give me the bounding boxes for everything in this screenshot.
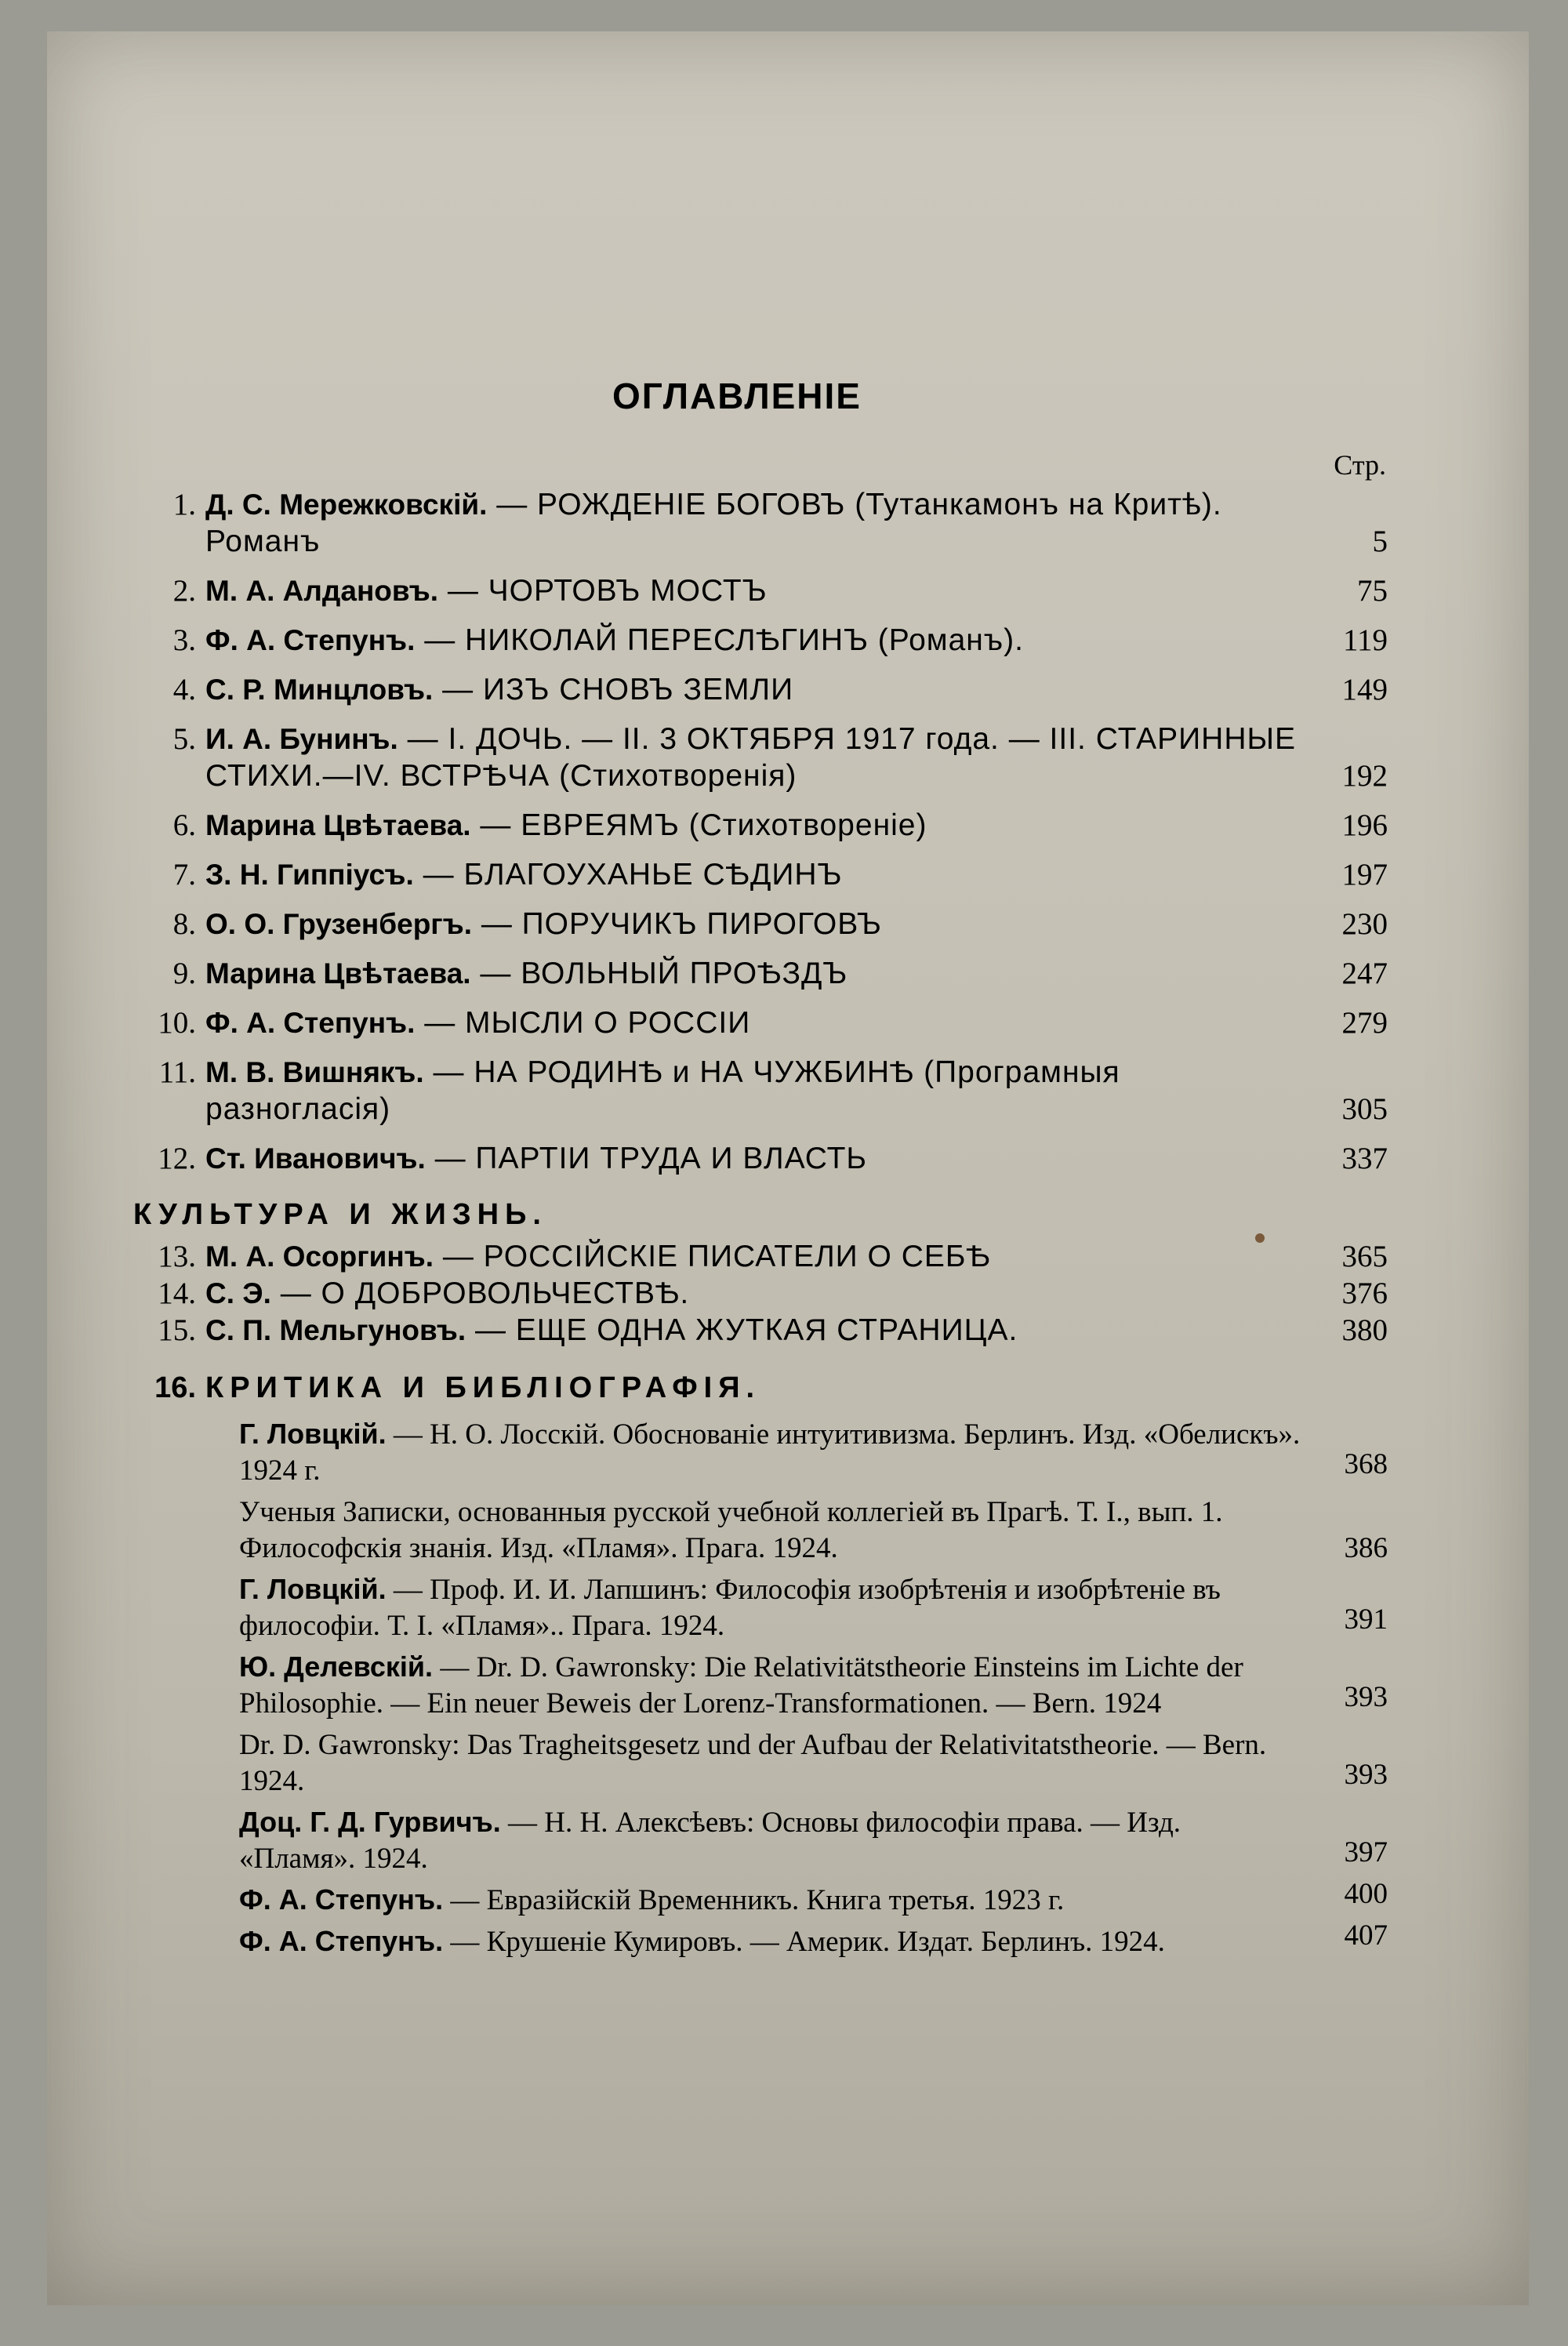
entry-page: 192 [1341,759,1388,793]
entry-title: — НА РОДИНѢ и НА ЧУЖБИНѢ (Програмныя разногласія) [205,1055,1120,1126]
entry-title: — Dr. D. Gawronsky: Die Relativitätstheorie Einsteins im Lichte der Philosophie. — Ein neuer Beweis der Lorenz-Transformationen. — Bern. 1924 [239,1651,1243,1720]
entry-page: 149 [1341,673,1388,706]
entry-title: — ПОРУЧИКЪ ПИРОГОВЪ [471,907,882,941]
critique-entry [133,1727,1388,1799]
page-column-header: Стр. [1334,449,1386,481]
entry-page: 119 [1342,623,1388,657]
toc-entry-9: 9. Марина Цвѣтаева. — ВОЛЬНЫЙ ПРОѢЗДЪ 247 [172,957,1388,990]
toc-entry-4: 4. С. Р. Минцловъ. — ИЗЪ СНОВЪ ЗЕМЛИ 149 [172,673,1388,706]
entry-page: 376 [1341,1276,1388,1310]
critique-entry [133,1416,1388,1489]
entry-title: — Проф. И. И. Лапшинъ: Философія изобрѣтенія и изобрѣтеніе въ философіи. Т. I. «Пламя».. Прага. 1924. [239,1574,1221,1642]
critique-entry [133,1494,1388,1567]
entry-author: И. А. Бунинъ. [205,723,398,755]
entry-author: Ф. А. Степунъ. [205,624,416,656]
critique-entry [133,1919,1388,1960]
toc-entry-5: 5. И. А. Бунинъ. — I. ДОЧЬ. — II. 3 ОКТЯБРЯ 1917 года. — III. СТАРИННЫЕ СТИХИ.—IV. ВСТРѢЧА (Стихотворенія) 192 [172,722,1388,793]
entry-title: — РОЖДЕНІЕ БОГОВЪ (Тутанкамонъ на Критѣ). Романъ [205,488,1222,558]
entry-page: 393 [1344,1681,1388,1713]
critique-entry [133,1571,1388,1644]
entry-title: — ВОЛЬНЫЙ ПРОѢЗДЪ [470,957,848,990]
entry-author: Г. Ловцкій. [239,1573,387,1605]
critique-entry [133,1804,1388,1877]
entry-title: — Н. Н. Алексѣевъ: Основы философіи права. — Изд. «Пламя». 1924. [239,1807,1181,1875]
entry-title: — МЫСЛИ О РОССІИ [415,1006,751,1040]
entry-title: Dr. D. Gawronsky: Das Tragheitsgesetz und der Aufbau der Relativitatstheorie. — Bern. 1924. [239,1729,1267,1797]
toc-entry-2: 2. М. А. Алдановъ. — ЧОРТОВЪ МОСТЪ 75 [172,574,1388,608]
entry-title: — РОССІЙСКІЕ ПИСАТЕЛИ О СЕБѢ [433,1240,991,1273]
entry-title: — БЛАГОУХАНЬЕ СѢДИНЪ [413,858,843,892]
toc-entry-15: 15. С. П. Мельгуновъ. — ЕЩЕ ОДНА ЖУТКАЯ СТРАНИЦА. 380 [158,1313,1388,1347]
toc-entry-10: 10. Ф. А. Степунъ. — МЫСЛИ О РОССІИ 279 [158,1006,1388,1040]
entry-title: — НИКОЛАЙ ПЕРЕСЛѢГИНЪ (Романъ). [415,623,1024,657]
entry-page: 365 [1341,1240,1388,1273]
entry-page: 279 [1341,1006,1388,1040]
entry-title: — I. ДОЧЬ. — II. 3 ОКТЯБРЯ 1917 года. — III. СТАРИННЫЕ СТИХИ.—IV. ВСТРѢЧА (Стихотворенія) [205,722,1297,793]
entry-page: 305 [1341,1092,1388,1126]
entry-page: 196 [1341,808,1388,842]
toc-entry-12: 12. Ст. Ивановичъ. — ПАРТІИ ТРУДА И ВЛАСТЬ 337 [158,1142,1388,1175]
entry-author: Ф. А. Степунъ. [239,1925,444,1957]
toc-entry-7: 7. З. Н. Гиппіусъ. — БЛАГОУХАНЬЕ СѢДИНЪ 197 [172,858,1388,892]
entry-author: С. П. Мельгуновъ. [205,1314,466,1346]
entry-title: — ЕВРЕЯМЪ (Стихотвореніе) [470,808,927,842]
toc-entry-13: 13. М. А. Осоргинъ. — РОССІЙСКІЕ ПИСАТЕЛИ О СЕБѢ 365 [158,1240,1388,1273]
critique-entry [133,1878,1388,1919]
toc-entry-1: 1. Д. С. Мережковскій. — РОЖДЕНІЕ БОГОВЪ (Тутанкамонъ на Критѣ). Романъ 5 [172,488,1388,558]
entry-page: 197 [1341,858,1388,892]
entry-page: 247 [1341,957,1388,990]
entry-page: 400 [1344,1878,1388,1910]
entry-page: 386 [1344,1532,1388,1564]
toc-entry-14: 14. С. Э. — О ДОБРОВОЛЬЧЕСТВѢ. 376 [158,1276,1388,1310]
toc-entry-3: 3. Ф. А. Степунъ. — НИКОЛАЙ ПЕРЕСЛѢГИНЪ (Романъ). 119 [172,623,1388,657]
entry-page: 75 [1357,574,1388,608]
entry-title: — ИЗЪ СНОВЪ ЗЕМЛИ [433,673,794,706]
entry-page: 337 [1341,1142,1388,1175]
entry-page: 5 [1372,525,1388,558]
entry-author: О. О. Грузенбергъ. [205,908,472,940]
entry-author: Ст. Ивановичъ. [205,1142,426,1175]
section-heading-culture: КУЛЬТУРА И ЖИЗНЬ. [133,1198,547,1231]
entry-author: Г. Ловцкій. [239,1418,387,1450]
entry-title: — О ДОБРОВОЛЬЧЕСТВѢ. [270,1276,690,1310]
entry-author: Ю. Делевскій. [239,1651,434,1683]
entry-page: 407 [1344,1919,1388,1952]
critique-entry [133,1649,1388,1722]
entry-title: — ЧОРТОВЪ МОСТЪ [437,574,768,608]
entry-author: Доц. Г. Д. Гурвичъ. [239,1806,501,1838]
entry-page: 393 [1344,1759,1388,1791]
entry-author: Марина Цвѣтаева. [205,809,471,841]
toc-entry-11: 11. М. В. Вишнякъ. — НА РОДИНѢ и НА ЧУЖБИНѢ (Програмныя разногласія) 305 [158,1055,1388,1126]
entry-title: — Н. О. Лосскій. Обоснованіе интуитивизма. Берлинъ. Изд. «Обелискъ». 1924 г. [239,1418,1301,1487]
entry-title: — ЕЩЕ ОДНА ЖУТКАЯ СТРАНИЦА. [466,1313,1018,1347]
entry-page: 230 [1341,907,1388,941]
page-title: ОГЛАВЛЕНІЕ [612,376,862,416]
entry-page: 380 [1341,1313,1388,1347]
entry-page: 368 [1344,1448,1388,1480]
entry-author: С. Э. [205,1277,271,1309]
table-of-contents [133,486,1388,1960]
entry-page: 391 [1344,1603,1388,1636]
entry-author: М. А. Осоргинъ. [205,1240,434,1273]
entry-author: Марина Цвѣтаева. [205,957,471,990]
entry-author: С. Р. Минцловъ. [205,674,434,706]
entry-author: М. В. Вишнякъ. [205,1056,424,1088]
toc-entry-6: 6. Марина Цвѣтаева. — ЕВРЕЯМЪ (Стихотвореніе) 196 [172,808,1388,842]
entry-author: Ф. А. Степунъ. [205,1007,416,1039]
entry-title: — Крушеніе Кумировъ. — Америк. Издат. Берлинъ. 1924. [443,1926,1165,1958]
entry-title: Ученыя Записки, основанныя русской учебной коллегіей въ Прагѣ. Т. I., вып. 1. Философскія знанія. Изд. «Пламя». Прага. 1924. [239,1496,1223,1564]
entry-author: М. А. Алдановъ. [205,575,438,607]
toc-entry-8: 8. О. О. Грузенбергъ. — ПОРУЧИКЪ ПИРОГОВЪ 230 [172,907,1388,941]
entry-page: 397 [1344,1836,1388,1868]
entry-author: З. Н. Гиппіусъ. [205,859,414,891]
entry-author: Д. С. Мережковскій. [205,488,488,521]
entry-title: — ПАРТІИ ТРУДА И ВЛАСТЬ [425,1142,868,1175]
section-heading-critique: 16. КРИТИКА И БИБЛІОГРАФІЯ. [154,1371,761,1404]
entry-author: Ф. А. Степунъ. [239,1883,444,1916]
entry-title: — Евразійскій Временникъ. Книга третья. 1923 г. [443,1884,1065,1916]
